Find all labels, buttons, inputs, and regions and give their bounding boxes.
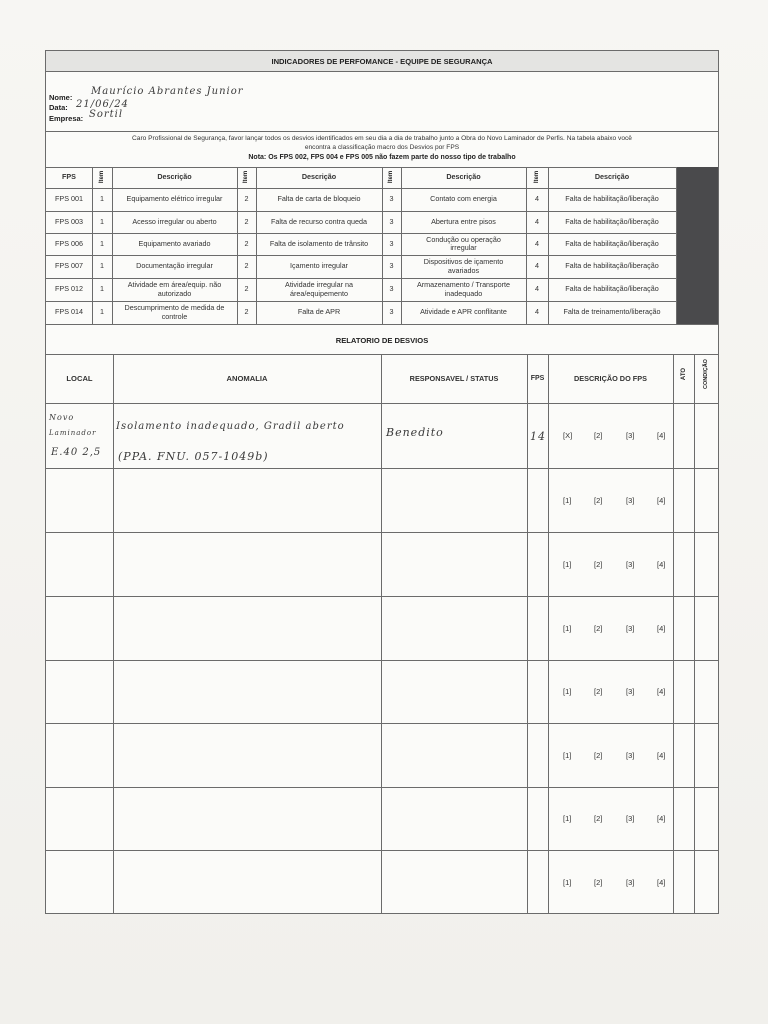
header-descricao-2: Descrição — [301, 172, 337, 182]
fps-code: FPS 007 — [55, 261, 83, 271]
empresa-value: Sortil — [89, 109, 124, 120]
item-description: Içamento irregular — [290, 261, 348, 271]
option-2[interactable]: [2] — [594, 751, 603, 760]
item-number: 3 — [389, 307, 394, 317]
header-descricao-fps: DESCRIÇÃO DO FPS — [574, 373, 647, 383]
fps-code: FPS 012 — [55, 284, 83, 294]
item-description: Falta de isolamento de trânsito — [269, 238, 369, 248]
item-description: Falta de carta de bloqueio — [277, 194, 361, 204]
fps-classification-table — [46, 167, 718, 325]
option-3[interactable]: [3] — [626, 687, 635, 696]
option-1[interactable]: [1] — [563, 814, 572, 823]
option-4[interactable]: [4] — [657, 751, 666, 760]
fps-code: FPS 001 — [55, 194, 83, 204]
item-number: 2 — [244, 194, 249, 204]
header-descricao-3: Descrição — [446, 172, 481, 182]
item-number: 4 — [535, 194, 539, 204]
item-number: 2 — [244, 216, 249, 226]
option-1[interactable]: [1] — [563, 751, 572, 760]
entry-local-line3: E.40 2,5 — [51, 447, 102, 458]
item-number: 4 — [535, 238, 539, 248]
entry-fps: 14 — [530, 430, 546, 443]
option-4[interactable]: [4] — [657, 814, 666, 823]
instructions-block — [46, 132, 718, 169]
item-description: Equipamento elétrico irregular — [126, 194, 223, 204]
entry-responsavel: Benedito — [386, 426, 444, 439]
entry-local-line1: Novo — [49, 413, 75, 422]
item-number: 3 — [389, 261, 394, 271]
item-number: 4 — [535, 284, 539, 294]
item-description: Falta de APR — [297, 307, 341, 317]
item-number: 4 — [535, 307, 539, 317]
item-number: 2 — [244, 261, 249, 271]
dark-column — [676, 167, 718, 325]
item-number: 3 — [389, 238, 394, 248]
option-4[interactable]: [4] — [657, 431, 666, 440]
item-description: Equipamento avariado — [138, 238, 211, 248]
item-number: 4 — [535, 261, 539, 271]
option-3[interactable]: [3] — [626, 560, 635, 569]
option-2[interactable]: [2] — [594, 431, 603, 440]
item-number: 1 — [100, 194, 104, 204]
nome-value: Maurício Abrantes Junior — [91, 86, 244, 97]
item-description: Atividade em área/equip. não autorizado — [127, 280, 222, 298]
option-3[interactable]: [3] — [626, 814, 635, 823]
item-description: Descumprimento de medida de controle — [124, 303, 225, 321]
option-2[interactable]: [2] — [594, 687, 603, 696]
option-1[interactable]: [1] — [563, 878, 572, 887]
entry-local-line2: Laminador — [49, 429, 97, 437]
option-4[interactable]: [4] — [657, 496, 666, 505]
item-number: 2 — [244, 238, 249, 248]
entry-anomalia-line2: (PPA. FNU. 057-1049b) — [118, 450, 269, 463]
option-1[interactable]: [1] — [563, 687, 572, 696]
nome-label: Nome: — [49, 93, 73, 102]
item-number: 1 — [100, 261, 104, 271]
option-1[interactable]: [1] — [563, 496, 572, 505]
item-description: Falta de habilitação/liberação — [565, 216, 659, 226]
item-number: 1 — [100, 238, 104, 248]
item-description: Falta de treinamento/liberação — [563, 307, 661, 317]
header-item-1: Item — [99, 170, 105, 184]
option-3[interactable]: [3] — [626, 878, 635, 887]
info-block — [46, 72, 718, 132]
performance-form — [45, 50, 719, 914]
entry-anomalia-line1: Isolamento inadequado, Gradil aberto — [116, 421, 345, 432]
item-description: Falta de habilitação/liberação — [565, 261, 659, 271]
item-number: 3 — [389, 284, 394, 294]
option-2[interactable]: [2] — [594, 878, 603, 887]
header-anomalia: ANOMALIA — [226, 373, 268, 383]
option-3[interactable]: [3] — [626, 751, 635, 760]
item-description: Abertura entre pisos — [431, 216, 496, 226]
item-number: 3 — [389, 216, 394, 226]
item-description: Contato com energia — [430, 194, 497, 204]
option-3[interactable]: [3] — [626, 624, 635, 633]
empresa-label: Empresa: — [49, 114, 84, 123]
fps-code: FPS 003 — [55, 216, 83, 226]
option-2[interactable]: [2] — [594, 624, 603, 633]
item-number: 2 — [244, 284, 249, 294]
item-description: Acesso irregular ou aberto — [132, 216, 217, 226]
header-responsavel: RESPONSAVEL / STATUS — [409, 373, 499, 383]
option-1[interactable]: [1] — [563, 624, 572, 633]
option-2[interactable]: [2] — [594, 496, 603, 505]
item-description: Falta de habilitação/liberação — [565, 194, 659, 204]
relatorio-table — [46, 355, 718, 913]
item-description: Condução ou operação irregular — [426, 234, 501, 252]
fps-code: FPS 014 — [55, 307, 83, 317]
item-number: 1 — [100, 216, 104, 226]
header-fps: FPS — [62, 172, 76, 182]
item-description: Dispositivos de içamento avariados — [423, 257, 504, 275]
item-description: Falta de habilitação/liberação — [565, 238, 659, 248]
item-description: Falta de recurso contra queda — [271, 216, 367, 226]
header-descricao-4: Descrição — [594, 172, 630, 182]
item-number: 3 — [389, 194, 394, 204]
option-3[interactable]: [3] — [626, 431, 635, 440]
instructions-line1: Caro Profissional de Segurança, favor lançar todos os desvios identificados em seu dia a dia de trabalho junto a Obra do Novo Laminador de Perfis. Na tabela abaixo você — [132, 135, 632, 142]
header-local: LOCAL — [66, 373, 93, 383]
option-2[interactable]: [2] — [594, 560, 603, 569]
data-value: 21/06/24 — [76, 99, 129, 110]
relatorio-title: RELATORIO DE DESVIOS — [335, 336, 429, 345]
header-item-2: Item — [243, 170, 249, 184]
item-description: Falta de habilitação/liberação — [565, 284, 659, 294]
header-ato: ATO — [681, 367, 687, 381]
option-4[interactable]: [4] — [657, 687, 666, 696]
header-item-4: Item — [534, 170, 540, 184]
header-condicao: CONDIÇÃO — [703, 359, 709, 389]
fps-code: FPS 006 — [55, 238, 83, 248]
item-description: Armazenamento / Transporte inadequado — [416, 280, 511, 298]
item-description: Documentação irregular — [136, 261, 213, 271]
option-4[interactable]: [4] — [657, 624, 666, 633]
option-2[interactable]: [2] — [594, 814, 603, 823]
item-number: 1 — [100, 307, 104, 317]
instructions-line2: encontra a classificação macro dos Desvios por FPS — [304, 144, 460, 151]
item-number: 4 — [535, 216, 539, 226]
option-3[interactable]: [3] — [626, 496, 635, 505]
item-number: 2 — [244, 307, 249, 317]
relatorio-title-bar — [46, 325, 718, 355]
option-4[interactable]: [4] — [657, 878, 666, 887]
item-description: Atividade irregular na área/equipemento — [285, 280, 353, 298]
header-descricao-1: Descrição — [157, 172, 192, 182]
form-title-bar — [46, 51, 718, 72]
option-4[interactable]: [4] — [657, 560, 666, 569]
form-title: INDICADORES DE PERFOMANCE - EQUIPE DE SEGURANÇA — [271, 57, 493, 66]
option-checked[interactable]: [X] — [563, 431, 573, 440]
header-fps: FPS — [530, 374, 545, 382]
data-label: Data: — [49, 103, 68, 112]
option-1[interactable]: [1] — [563, 560, 572, 569]
header-item-3: Item — [388, 170, 394, 184]
item-number: 1 — [100, 284, 104, 294]
instructions-note: Nota: Os FPS 002, FPS 004 e FPS 005 não fazem parte do nosso tipo de trabalho — [248, 154, 516, 161]
item-description: Atividade e APR conflitante — [420, 307, 507, 317]
